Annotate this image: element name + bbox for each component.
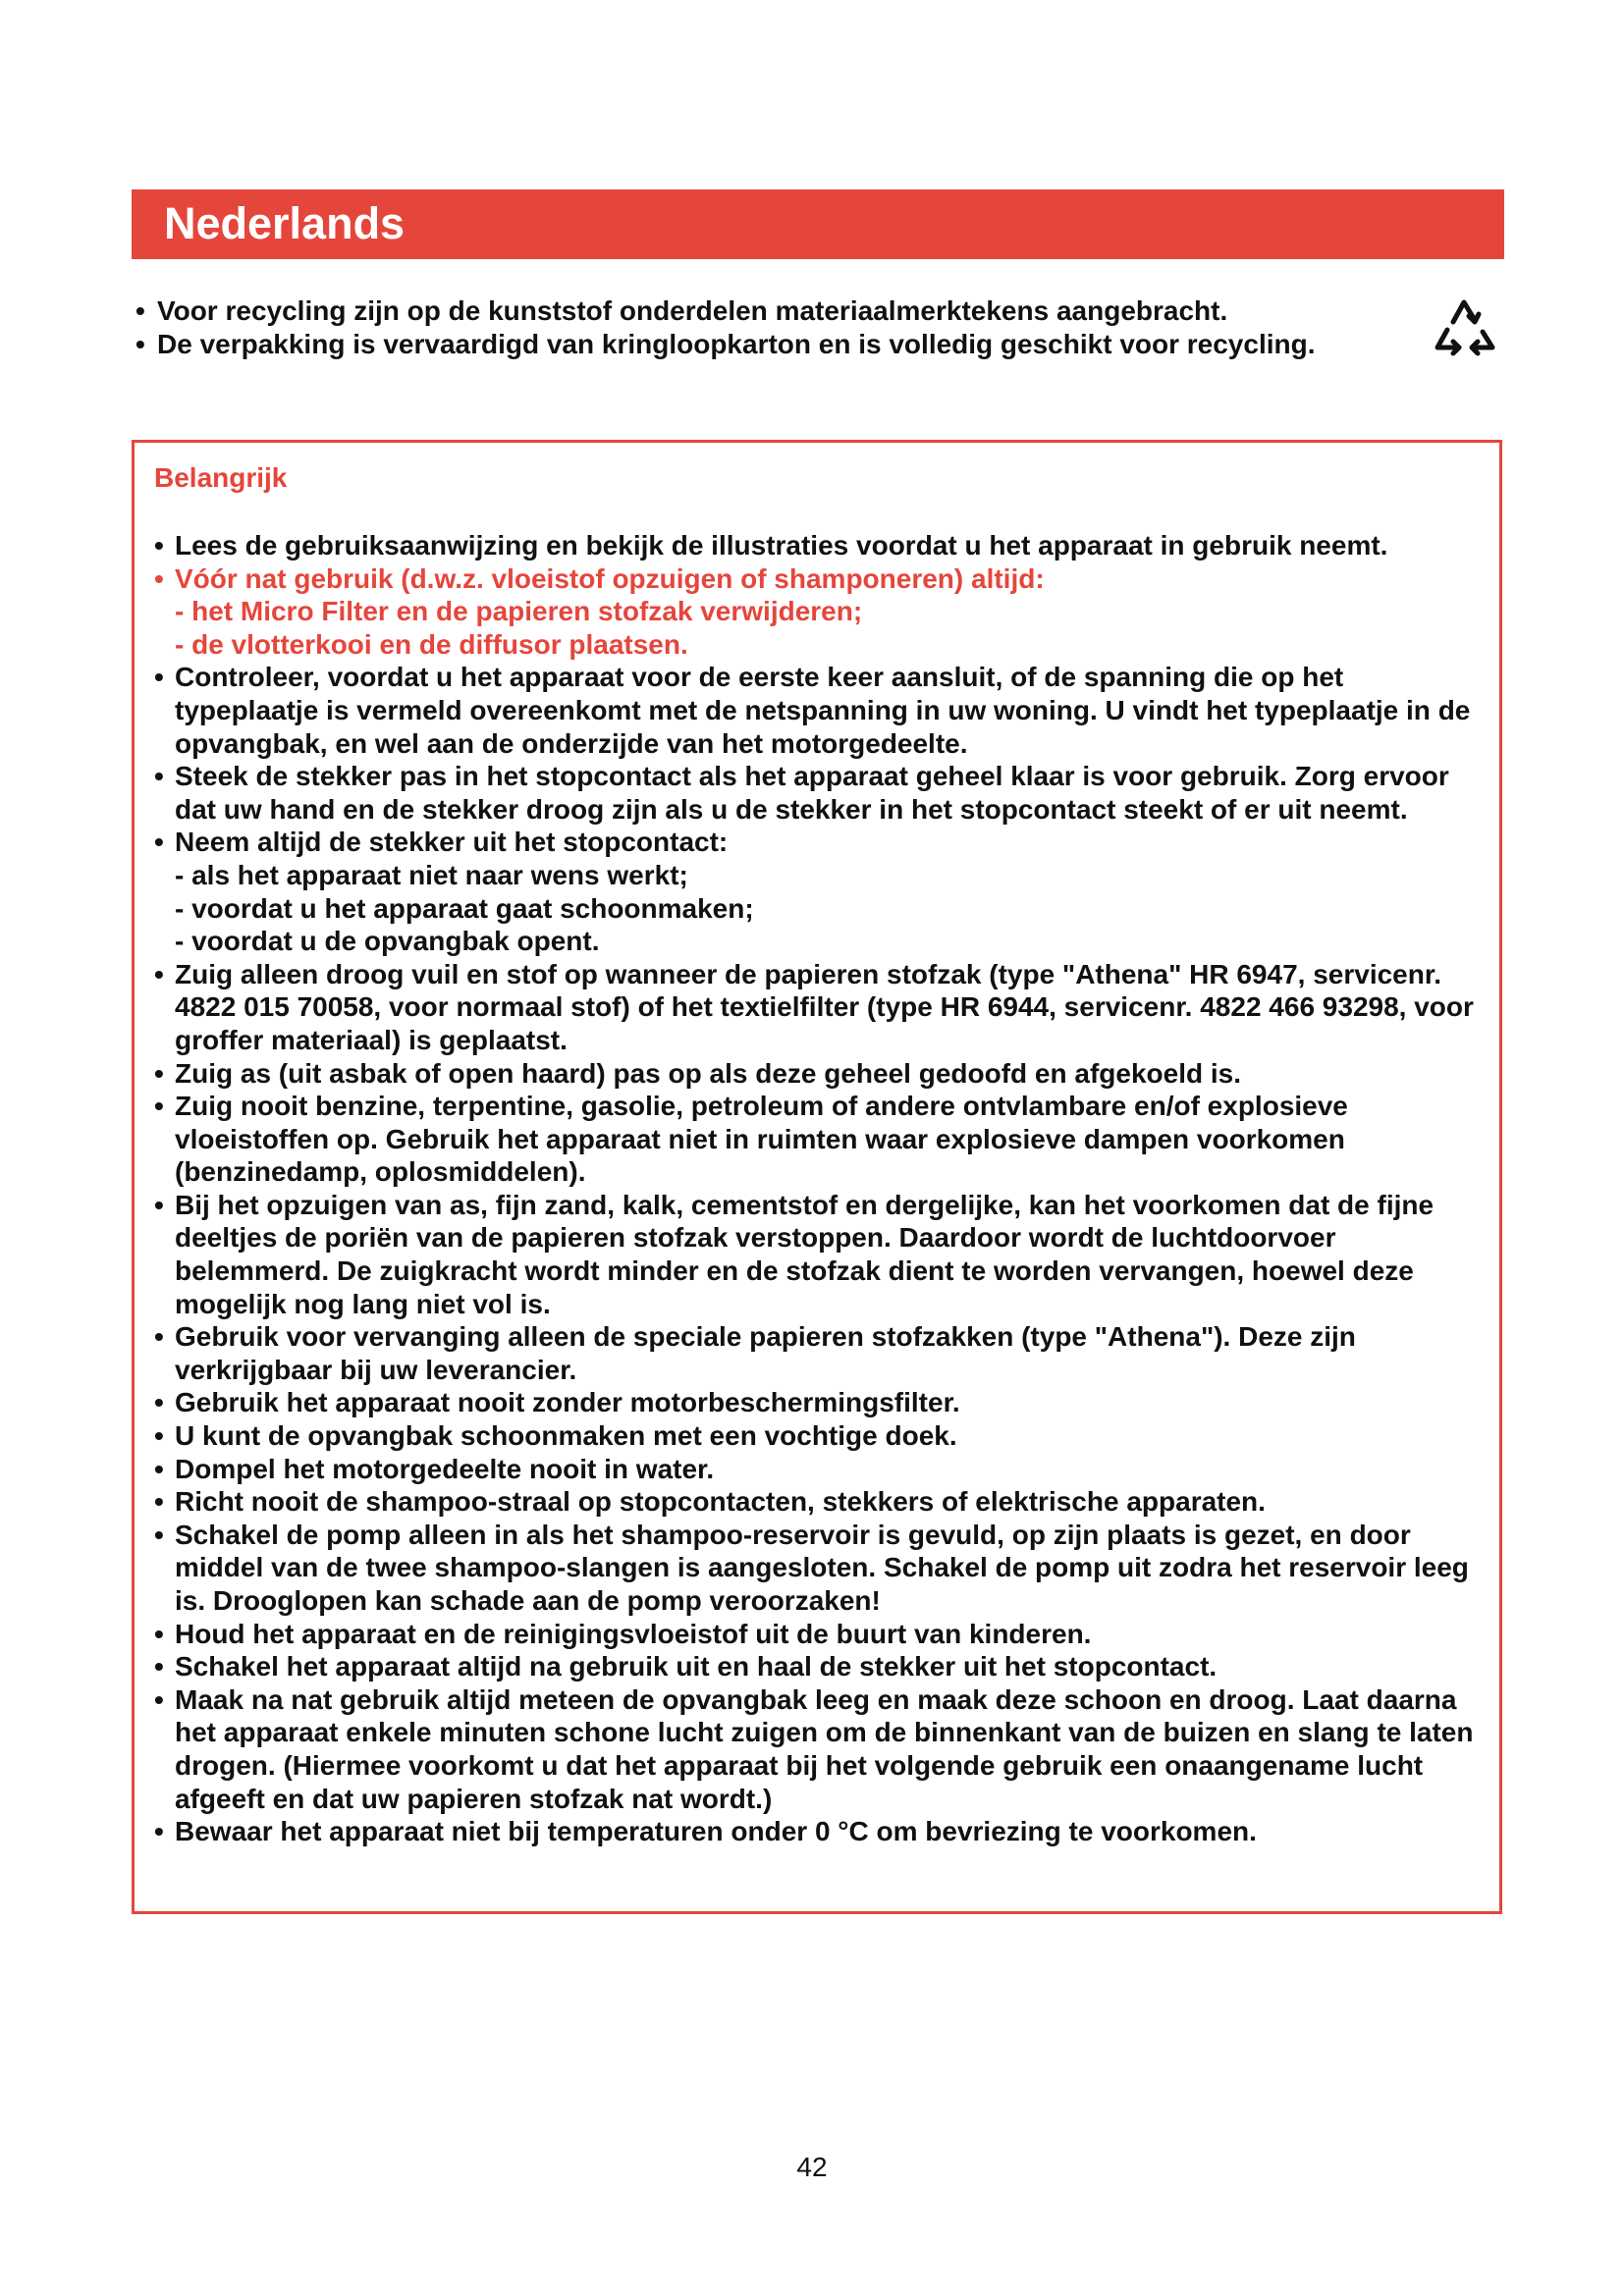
list-item: • Richt nooit de shampoo-straal op stopcontacten, stekkers of elektrische apparaten. xyxy=(154,1486,1266,1518)
list-item: • Voor recycling zijn op de kunststof onderdelen materiaalmerktekens aangebracht. xyxy=(135,295,1228,326)
list-item: • Steek de stekker pas in het stopcontact als het apparaat geheel klaar is voor gebruik. Zorg ervoor dat uw hand en de stekker droog zijn als u de stekker in het stopcontact steekt of er uit neemt. xyxy=(154,761,1449,825)
box-title: Belangrijk xyxy=(154,462,288,493)
list-subitem: - het Micro Filter en de papieren stofzak verwijderen; xyxy=(175,596,863,627)
list-item: • Zuig nooit benzine, terpentine, gasolie, petroleum of andere ontvlambare en/of explosieve vloeistoffen op. Gebruik het apparaat niet in ruimten waar explosieve dampen voorkomen (benzinedamp, oplosmiddelen). xyxy=(154,1091,1348,1188)
safety-list xyxy=(154,529,1489,1848)
list-item: • U kunt de opvangbak schoonmaken met een vochtige doek. xyxy=(154,1420,957,1452)
list-item: • Zuig as (uit asbak of open haard) pas op als deze geheel gedoofd en afgekoeld is. xyxy=(154,1057,1241,1089)
list-item: • Controleer, voordat u het apparaat voor de eerste keer aansluit, of de spanning die op het typeplaatje is vermeld overeenkomt met de netspanning in uw woning. U vindt het typeplaatje in de opvangbak, en wel aan de onderzijde van het motorgedeelte. xyxy=(154,662,1471,759)
list-item: • Neem altijd de stekker uit het stopcontact: xyxy=(154,827,729,858)
list-item: • Houd het apparaat en de reinigingsvloeistof uit de buurt van kinderen. xyxy=(154,1618,1092,1649)
list-item: • Vóór nat gebruik (d.w.z. vloeistof opzuigen of shamponeren) altijd: xyxy=(154,562,1045,594)
language-title: Nederlands xyxy=(164,198,406,248)
recycling-notes xyxy=(135,294,1363,361)
list-subitem: - de vlotterkooi en de diffusor plaatsen. xyxy=(175,628,688,660)
list-subitem: - als het apparaat niet naar wens werkt; xyxy=(175,859,688,890)
list-item: • Schakel het apparaat altijd na gebruik uit en haal de stekker uit het stopcontact. xyxy=(154,1651,1218,1682)
list-subitem: - voordat u het apparaat gaat schoonmaken; xyxy=(175,892,754,924)
list-item: • Maak na nat gebruik altijd meteen de opvangbak leeg en maak deze schoon en droog. Laat daarna het apparaat enkele minuten schone lucht zuigen om de binnenkant van de buizen en slang te laten drogen. (Hiermee voorkomt u dat het apparaat bij het volgende gebruik een onaangename lucht afgeeft en dat uw papieren stofzak nat wordt.) xyxy=(154,1683,1474,1814)
important-box xyxy=(132,440,1502,1914)
list-item: • Schakel de pomp alleen in als het shampoo-reservoir is gevuld, op zijn plaats is gezet, en door middel van de twee shampoo-slangen is aangesloten. Schakel de pomp uit zodra het reservoir leeg is. Drooglopen kan schade aan de pomp veroorzaken! xyxy=(154,1519,1469,1616)
list-subitem: - voordat u de opvangbak opent. xyxy=(175,926,600,957)
list-item: • Bij het opzuigen van as, fijn zand, kalk, cementstof en dergelijke, kan het voorkomen dat de fijne deeltjes de poriën van de papieren stofzak verstoppen. Daardoor wordt de luchtdoorvoer belemmerd. De zuigkracht wordt minder en de stofzak dient te worden vervangen, hoewel deze mogelijk nog lang niet vol is. xyxy=(154,1189,1435,1319)
list-item: • Bewaar het apparaat niet bij temperaturen onder 0 °C om bevriezing te voorkomen. xyxy=(154,1816,1257,1847)
list-item: • De verpakking is vervaardigd van kringloopkarton en is volledig geschikt voor recycling. xyxy=(135,329,1316,359)
list-item: • Gebruik voor vervanging alleen de speciale papieren stofzakken (type "Athena"). Deze zijn verkrijgbaar bij uw leverancier. xyxy=(154,1321,1356,1385)
list-item: • Lees de gebruiksaanwijzing en bekijk de illustraties voordat u het apparaat in gebruik neemt. xyxy=(154,530,1388,561)
list-item: • Zuig alleen droog vuil en stof op wanneer de papieren stofzak (type "Athena" HR 6947, servicenr. 4822 015 70058, voor normaal stof) of het textielfilter (type HR 6944, servicenr. 4822 466 93298, voor groffer materiaal) is geplaatst. xyxy=(154,958,1474,1055)
list-item: • Dompel het motorgedeelte nooit in water. xyxy=(154,1453,715,1484)
language-header xyxy=(132,189,1504,259)
list-item: • Gebruik het apparaat nooit zonder motorbeschermingsfilter. xyxy=(154,1387,960,1418)
recycle-icon xyxy=(1432,293,1500,361)
page-number: 42 xyxy=(796,2152,828,2182)
